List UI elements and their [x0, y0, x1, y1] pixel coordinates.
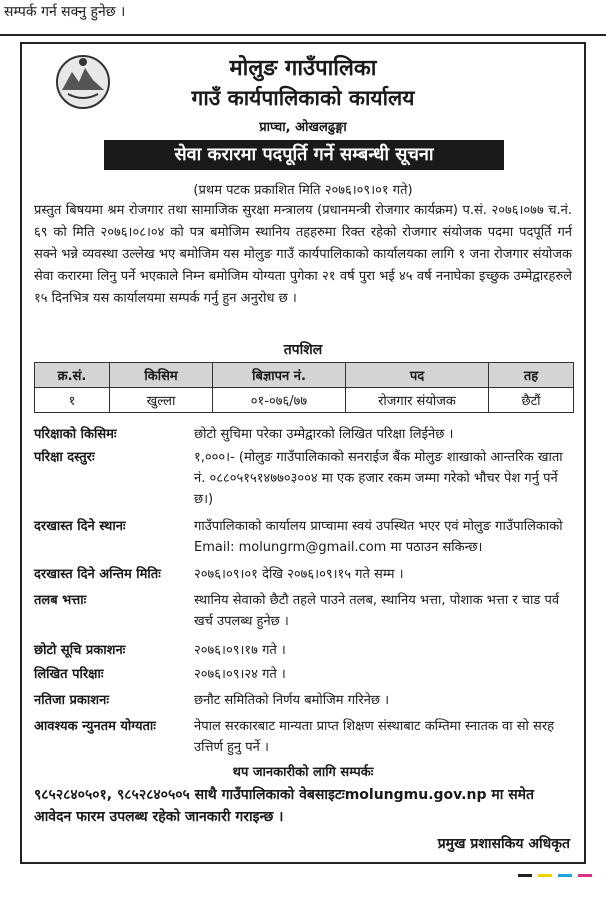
previous-notice-strip	[0, 0, 606, 36]
cell-ad-no: ०१-०७६/७७	[213, 388, 346, 413]
signature: प्रमुख प्रशासकिय अधिकृत	[437, 836, 570, 852]
cell-type: खुल्ला	[110, 388, 213, 413]
previous-notice-text: सम्पर्क गर्न सक्नु हुनेछ ।	[4, 4, 126, 20]
col-post: पद	[346, 363, 489, 388]
col-ad-no: बिज्ञापन नं.	[213, 363, 346, 388]
written-exam-value: २०७६।०९।२४ गते ।	[194, 667, 286, 682]
exam-type-label: परिक्षाको किसिमः	[34, 427, 117, 442]
org-name: मोलुङ गाउँपालिका	[229, 56, 377, 81]
office-address: प्राप्चा, ओखलढुङ्गा	[259, 120, 347, 135]
salary-label: तलब भत्ताः	[34, 593, 87, 608]
exam-type-value: छोटो सुचिमा परेका उम्मेद्वारको लिखित परिक्षा लिईनेछ ।	[194, 427, 454, 442]
qualification-label: आवश्यक न्युनतम योग्यताः	[34, 719, 156, 734]
shortlist-value: २०७६।०९।१७ गते ।	[194, 643, 286, 658]
col-serial: क्र.सं.	[35, 363, 110, 388]
application-place-value: गाउँपालिकाको कार्यालय प्राप्चामा स्वयं उपस्थित भएर एवं मोलुङ गाउँपालिकाको Email: molungrm@gmail.com मा पठाउन सकिन्छ।	[194, 519, 563, 555]
notice-box	[20, 42, 586, 864]
written-exam-label: लिखित परिक्षाः	[34, 667, 104, 682]
publication-date: (प्रथम पटक प्रकाशित मिति २०७६।०९।०१ गते)	[193, 183, 413, 198]
exam-fee-label: परिक्षा दस्तुरः	[34, 450, 95, 465]
print-registration-marks	[518, 874, 592, 877]
contact-heading: थप जानकारीको लागि सम्पर्कः	[232, 765, 374, 780]
result-value: छनौट समितिको निर्णय बमोजिम गरिनेछ ।	[194, 693, 390, 708]
schedule-table	[34, 362, 574, 413]
application-place-label: दरखास्त दिने स्थानः	[34, 519, 126, 534]
cell-level: छैटौं	[489, 388, 574, 413]
cell-serial: १	[35, 388, 110, 413]
cell-post: रोजगार संयोजक	[346, 388, 489, 413]
result-label: नतिजा प्रकाशनः	[34, 693, 109, 708]
qualification-value: नेपाल सरकारबाट मान्यता प्राप्त शिक्षण संस्थाबाट कम्तिमा स्नातक वा सो सरह उत्तिर्ण हुनु पर्ने ।	[194, 719, 555, 755]
col-level: तह	[489, 363, 574, 388]
intro-paragraph: प्रस्तुत बिषयमा श्रम रोजगार तथा सामाजिक सुरक्षा मन्त्रालय (प्रधानमन्त्री रोजगार कार्यक्रम) प.सं. २०७६।०७७ च.नं. ६९ को मिति २०७६।०८।०४ को पत्र बमोजिम स्थानिय तहहरुमा रिक्त रहेको रोजगार संयोजक पदमा पदपूर्ति गर्न सक्ने भन्ने व्यवस्था उल्लेख भए बमोजिम यस मोलुङ गाउँ कार्यपालिकाको कार्यालयका लागि १ जना रोजगार संयोजक सेवा करारमा लिनु पर्ने भएकाले निम्न बमोजिम योग्यता पुगेका २१ वर्ष पुरा भई ४५ वर्ष ननाघेका इच्छुक उम्मेद्वारहरुले १५ दिनभित्र यस कार्यालयमा सम्पर्क गर्नु हुन अनुरोध छ ।	[34, 203, 572, 306]
notice-title: सेवा करारमा पदपूर्ति गर्ने सम्बन्धी सूचना	[104, 140, 504, 170]
salary-value: स्थानिय सेवाको छैटौ तहले पाउने तलब, स्थानिय भत्ता, पोशाक भत्ता र चाड पर्व खर्च उपलब्ध हुनेछ ।	[194, 593, 560, 629]
registration-mark-magenta	[578, 874, 592, 877]
table-row	[35, 388, 574, 413]
schedule-title: तपशिल	[283, 342, 323, 358]
table-header-row	[35, 363, 574, 388]
col-type: किसिम	[110, 363, 213, 388]
registration-mark-cyan	[558, 874, 572, 877]
shortlist-label: छोटो सूचि प्रकाशनः	[34, 643, 126, 658]
contact-text: ९८५२८४०५०१, ९८५२८४०५०५ साथै गाउँपालिकाको वेबसाइटःmolungmu.gov.np मा समेत आवेदन फारम उपलब्ध रहेको जानकारी गराइन्छ ।	[34, 787, 535, 825]
registration-mark-black	[518, 874, 532, 877]
exam-fee-value: १,०००।- (मोलुङ गाउँपालिकाको सनराईज बैंक मोलुङ शाखाको आन्तरिक खाता नं. ०८८०५१५१४७७०३००४ मा एक हजार रकम जम्मा गरेको भौचर पेश गर्नु पर्ने छ।)	[194, 450, 563, 507]
deadline-label: दरखास्त दिने अन्तिम मितिः	[34, 567, 161, 582]
office-name: गाउँ कार्यपालिकाको कार्यालय	[191, 86, 415, 110]
deadline-value: २०७६।०९।०१ देखि २०७६।०९।१५ गते सम्म ।	[194, 567, 404, 582]
registration-mark-yellow	[538, 874, 552, 877]
